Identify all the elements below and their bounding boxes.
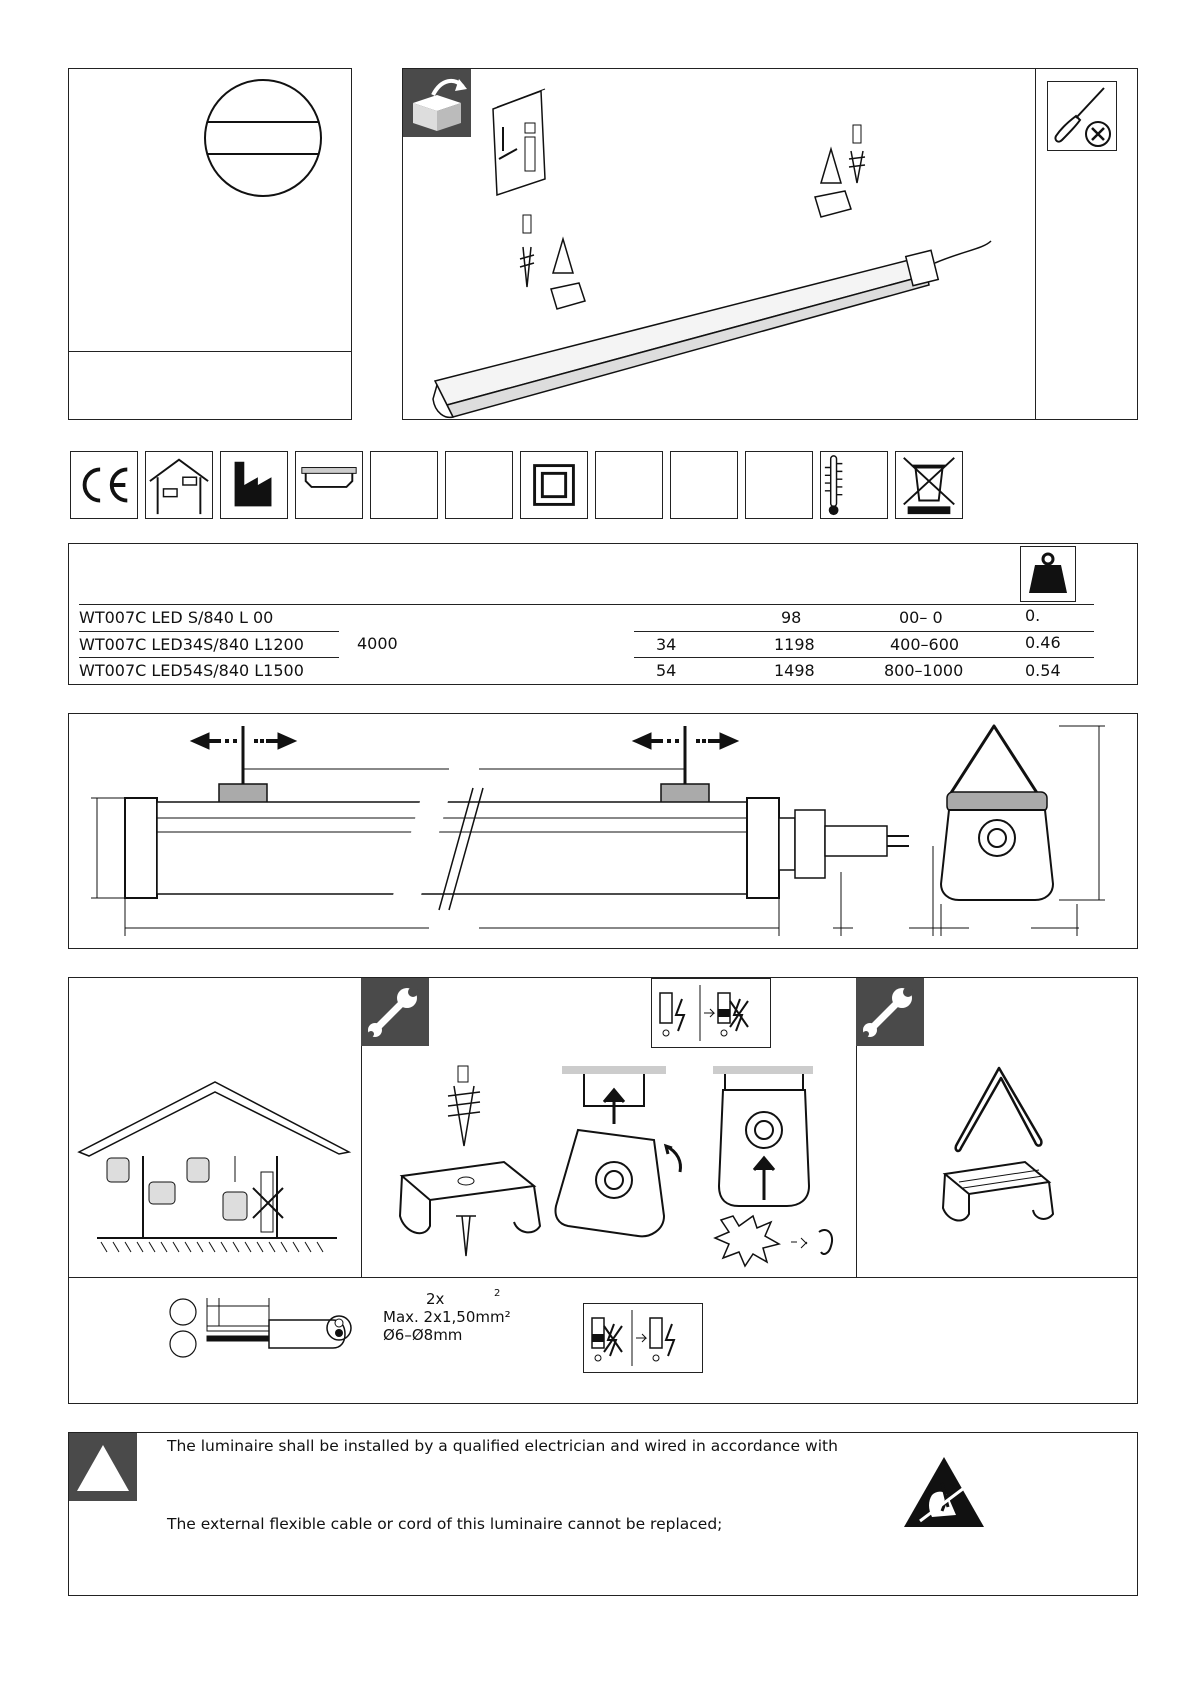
row-line-1a	[79, 631, 339, 632]
row-line-1b	[634, 631, 1094, 632]
table-row	[79, 635, 304, 654]
dimension-diagram	[69, 714, 1139, 950]
tools-divider	[1035, 69, 1036, 419]
watt-cell: 54	[656, 661, 677, 680]
class-ii-icon	[520, 451, 588, 519]
screwdriver-not-needed-icon	[1047, 81, 1117, 151]
package-contents-box	[402, 68, 1138, 420]
model-cell: WT007C LED54S/840 L1500	[79, 661, 304, 680]
product-image-box	[68, 68, 352, 420]
cable-section: Max. 2x1,50mm²	[383, 1308, 511, 1326]
dimensions-drawing	[68, 713, 1138, 949]
model-cell: WT007C LED S/840 L 00	[79, 608, 274, 627]
wrench-icon	[361, 978, 429, 1046]
length-cell: 98	[781, 608, 802, 627]
indoor-outdoor-icon	[145, 451, 213, 519]
range-cell: 00– 0	[899, 608, 943, 627]
installation-steps	[68, 977, 1138, 1404]
row-line-2b	[634, 657, 1094, 658]
thermometer-icon	[820, 451, 888, 519]
cable-diameter: Ø6–Ø8mm	[383, 1326, 463, 1344]
model-cell: WT007C LED34S/840 L1200	[79, 635, 304, 654]
cable-section-icon	[325, 1314, 353, 1342]
weight-cell: 0.46	[1025, 633, 1061, 652]
range-cell: 800–1000	[884, 661, 964, 680]
weight-icon	[1020, 546, 1076, 602]
bracket-fixing-illustration	[394, 1066, 544, 1266]
warning-triangle-icon	[69, 1433, 137, 1501]
divider	[69, 1277, 1137, 1278]
length-cell: 1498	[774, 661, 815, 680]
blank-symbol-5	[745, 451, 813, 519]
power-on-icon	[583, 1303, 703, 1373]
cross-section-icon	[203, 78, 323, 198]
table-row	[79, 608, 273, 627]
blank-symbol-4	[670, 451, 738, 519]
range-cell: 400–600	[890, 635, 960, 654]
safety-warning-box	[68, 1432, 1138, 1596]
length-cell: 1198	[774, 635, 815, 654]
blank-symbol-1	[370, 451, 438, 519]
box-open-icon	[403, 69, 471, 137]
cable-strip-illustration	[169, 1294, 409, 1364]
weight-cell: 0.54	[1025, 661, 1061, 680]
watt-cell: 34	[656, 635, 677, 654]
weight-cell: 0.	[1025, 606, 1041, 625]
luminaire-illustration	[423, 185, 1063, 425]
wire-superscript: 2	[494, 1288, 501, 1299]
manual-booklet-icon	[489, 87, 559, 197]
mounting-options-illustration	[77, 1042, 353, 1262]
table-header-line	[79, 604, 1094, 605]
blank-symbol-2	[445, 451, 513, 519]
click-in-illustration	[709, 1066, 849, 1276]
surface-mount-icon	[295, 451, 363, 519]
wire-count: 2x	[426, 1290, 445, 1308]
clip-on-illustration	[554, 1066, 694, 1266]
weee-bin-icon	[895, 451, 963, 519]
divider	[69, 351, 351, 352]
esd-warning-icon	[902, 1455, 986, 1531]
row-line-2a	[79, 657, 339, 658]
ce-mark-icon	[70, 451, 138, 519]
wrench-icon	[856, 978, 924, 1046]
blank-symbol-3	[595, 451, 663, 519]
hook-bracket-illustration	[939, 1062, 1069, 1252]
table-row	[79, 661, 304, 680]
product-table	[68, 543, 1138, 685]
warning-line-1: The luminaire shall be installed by a qualified electrician and wired in accordance with	[167, 1437, 838, 1455]
warning-line-2: The external flexible cable or cord of this luminaire cannot be replaced;	[167, 1515, 723, 1533]
power-off-icon	[651, 978, 771, 1048]
color-temp-cell: 4000	[357, 634, 398, 653]
factory-icon	[220, 451, 288, 519]
